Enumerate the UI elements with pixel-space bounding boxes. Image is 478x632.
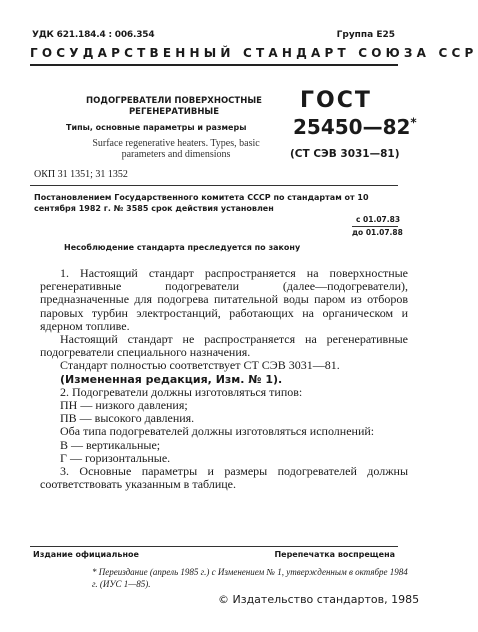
- validity-rule: [352, 226, 398, 227]
- title-english: Surface regenerative heaters. Types, basic parameters and dimensions: [92, 138, 260, 160]
- decree-text: Постановлением Государственного комитета СССР по стандартам от 10 сентября 1982 г. № 3585 срок действия установлен: [34, 193, 369, 213]
- gost-number: [293, 115, 417, 139]
- reprint-prohibited: Перепечатка воспрещена: [274, 550, 395, 559]
- validity-from: с 01.07.83: [356, 215, 401, 224]
- paragraph-3-parameters: 3. Основные параметры и размеры подогревателей должны соответствовать указанным в таблице.: [40, 464, 408, 492]
- paragraph-1: 1. Настоящий стандарт распространяется на поверхностные регенеративные подогреватели (далее—подогреватели), предназначенные для подогрева питательной воды паром из отборов паровых турбин электростанций, работающих на органическом и ядерном топливе.: [40, 266, 408, 333]
- header-rule: [30, 64, 398, 66]
- paragraph-versions: Оба типа подогревателей должны изготовляться исполнений:: [60, 424, 375, 439]
- udk-code: УДК 621.184.4 : 006.354: [32, 30, 155, 40]
- paragraph-3: Стандарт полностью соответствует СТ СЭВ 3031—81.: [60, 358, 340, 373]
- type-pn: ПН — низкого давления;: [60, 398, 188, 413]
- amendment-note: (Измененная редакция, Изм. № 1).: [60, 372, 283, 386]
- okp-rule: [30, 185, 398, 186]
- paragraph-types: 2. Подогреватели должны изготовляться типов:: [60, 384, 303, 399]
- penalty-notice: Несоблюдение стандарта преследуется по закону: [64, 243, 301, 252]
- title-main: ПОДОГРЕВАТЕЛИ ПОВЕРХНОСТНЫЕ РЕГЕНЕРАТИВНЫЕ: [86, 96, 262, 117]
- footer-rule: [30, 546, 398, 547]
- paragraph-2: Настоящий стандарт не распространяется на регенеративные подогреватели специального назначения.: [40, 332, 408, 360]
- version-vertical: В — вертикальные;: [60, 437, 161, 452]
- validity-to: до 01.07.88: [352, 228, 403, 237]
- gost-label: ГОСТ: [300, 88, 372, 113]
- group-code: Группа Е25: [336, 30, 395, 40]
- type-pv: ПВ — высокого давления.: [60, 411, 195, 426]
- gost-number-value: 25450—82: [293, 115, 411, 139]
- version-horizontal: Г — горизонтальные.: [60, 450, 171, 465]
- body-text: [40, 267, 408, 491]
- reissue-note: * Переиздание (апрель 1985 г.) с Изменением № 1, утвержденным в октябре 1984 г. (ИУС 1—85).: [92, 567, 408, 589]
- okp-code: ОКП 31 1351; 31 1352: [34, 169, 128, 180]
- st-sev-reference: (СТ СЭВ 3031—81): [290, 148, 400, 160]
- official-edition: Издание официальное: [33, 550, 139, 559]
- standard-banner: ГОСУДАРСТВЕННЫЙ СТАНДАРТ СОЮЗА ССР: [30, 46, 478, 60]
- gost-star: *: [410, 115, 417, 130]
- copyright: © Издательство стандартов, 1985: [218, 593, 420, 606]
- title-subtitle: Типы, основные параметры и размеры: [66, 123, 247, 132]
